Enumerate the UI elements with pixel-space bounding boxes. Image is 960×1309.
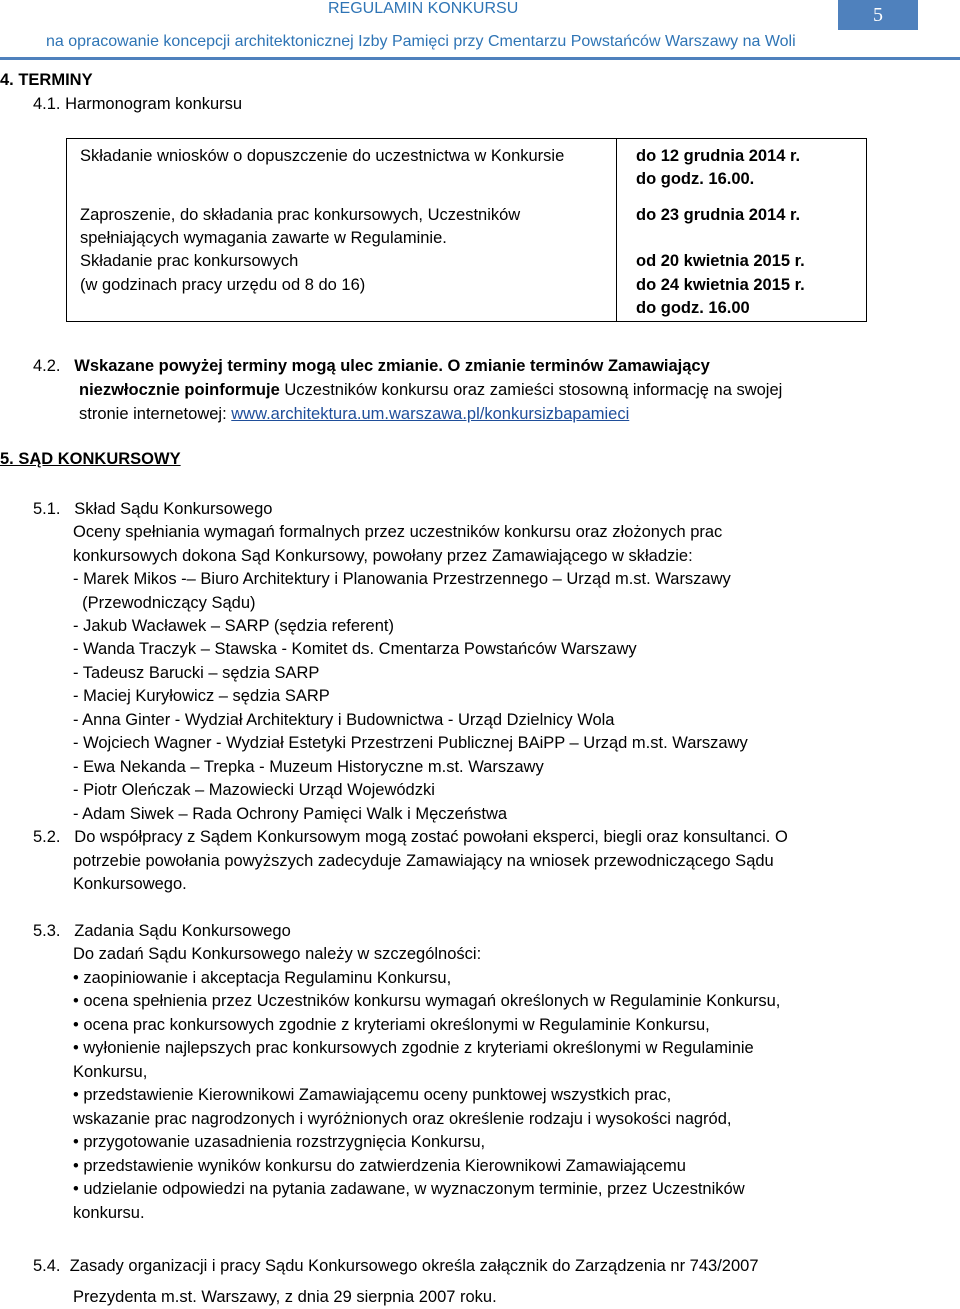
table-cell: (w godzinach pracy urzędu od 8 do 16) — [80, 276, 366, 294]
table-column-divider — [616, 139, 617, 321]
page-number: 5 — [838, 0, 918, 30]
table-cell: do godz. 16.00 — [636, 299, 750, 317]
section-5-4-line-1 — [33, 1255, 759, 1278]
jury-member: - Jakub Wacławek – SARP (sędzia referent) — [73, 617, 394, 635]
note-bold-text: Wskazane powyżej terminy mogą ulec zmianie. — [74, 357, 443, 375]
paragraph-line: Konkursowego. — [73, 875, 187, 893]
jury-member: - Adam Siwek – Rada Ochrony Pamięci Walk i Męczeństwa — [73, 805, 508, 823]
task-item: • przedstawienie wyników konkursu do zatwierdzenia Kierownikowi Zamawiającemu — [73, 1157, 686, 1175]
note-number: 4.2. — [33, 357, 61, 375]
competition-website-link[interactable]: www.architektura.um.warszawa.pl/konkursizbapamieci — [231, 405, 630, 423]
note-text: Uczestników konkursu oraz zamieści stosowną informację na swojej — [284, 381, 783, 399]
table-cell: do 23 grudnia 2014 r. — [636, 206, 801, 224]
paragraph-line: potrzebie powołania powyższych zadecyduje Zamawiający na wniosek przewodniczącego Sądu — [73, 852, 774, 870]
task-item: • ocena spełnienia przez Uczestników konkursu wymagań określonych w Regulaminie Konkursu, — [73, 992, 781, 1010]
table-cell: od 20 kwietnia 2015 r. — [636, 252, 805, 270]
schedule-table — [66, 138, 867, 322]
paragraph-line: konkursowych dokona Sąd Konkursowy, powołany przez Zamawiającego w składzie: — [73, 547, 693, 565]
task-item: • przedstawienie Kierownikowi Zamawiającemu oceny punktowej wszystkich prac, — [73, 1086, 672, 1104]
document-subtitle: na opracowanie koncepcji architektonicznej Izby Pamięci przy Cmentarzu Powstańców Warszawy na Woli — [46, 33, 796, 50]
header-rule — [0, 57, 960, 60]
table-cell: spełniających wymagania zawarte w Regulaminie. — [80, 229, 447, 247]
jury-member: - Wanda Traczyk – Stawska - Komitet ds. Cmentarza Powstańców Warszawy — [73, 640, 637, 658]
task-item: • ocena prac konkursowych zgodnie z kryteriami określonymi w Regulaminie Konkursu, — [73, 1016, 710, 1034]
section-number: 5.1. — [33, 500, 61, 518]
section-5-2-line-1 — [33, 826, 788, 849]
task-item: • przygotowanie uzasadnienia rozstrzygnięcia Konkursu, — [73, 1133, 486, 1151]
paragraph-line: Do zadań Sądu Konkursowego należy w szczególności: — [73, 945, 482, 963]
note-4-2-line-3 — [79, 403, 629, 426]
section-5-heading: 5. SĄD KONKURSOWY — [0, 450, 181, 468]
section-4-1-heading: 4.1. Harmonogram konkursu — [33, 95, 243, 113]
task-item: • zaopiniowanie i akceptacja Regulaminu Konkursu, — [73, 969, 452, 987]
note-text-2: stronie internetowej: — [79, 405, 227, 423]
paragraph-line: Oceny spełniania wymagań formalnych przez uczestników konkursu oraz złożonych prac — [73, 523, 723, 541]
section-number: 5.4. — [33, 1257, 61, 1275]
jury-member: (Przewodniczący Sądu) — [73, 594, 256, 612]
table-cell: Składanie wniosków o dopuszczenie do uczestnictwa w Konkursie — [80, 147, 565, 165]
table-cell: Składanie prac konkursowych — [80, 252, 299, 270]
document-title: REGULAMIN KONKURSU — [328, 0, 519, 17]
note-bold-text-2: O zmianie terminów Zamawiający — [447, 357, 710, 375]
paragraph-line: Zasady organizacji i pracy Sądu Konkursowego określa załącznik do Zarządzenia nr 743/2007 — [69, 1257, 759, 1275]
section-title: Zadania Sądu Konkursowego — [74, 922, 291, 940]
table-cell: do godz. 16.00. — [636, 170, 755, 188]
jury-member: - Tadeusz Barucki – sędzia SARP — [73, 664, 320, 682]
note-4-2-line-2 — [79, 379, 782, 402]
jury-member: - Anna Ginter - Wydział Architektury i Budownictwa - Urząd Dzielnicy Wola — [73, 711, 615, 729]
table-cell: Zaproszenie, do składania prac konkursowych, Uczestników — [80, 206, 521, 224]
table-cell: do 12 grudnia 2014 r. — [636, 147, 801, 165]
section-title: Skład Sądu Konkursowego — [74, 500, 273, 518]
table-cell: do 24 kwietnia 2015 r. — [636, 276, 805, 294]
jury-member: - Wojciech Wagner - Wydział Estetyki Przestrzeni Publicznej BAiPP – Urząd m.st. Warszawy — [73, 734, 748, 752]
jury-member: - Maciej Kuryłowicz – sędzia SARP — [73, 687, 330, 705]
note-bold-text-3: niezwłocznie poinformuje — [79, 381, 280, 399]
task-item: konkursu. — [73, 1204, 145, 1222]
task-item: • udzielanie odpowiedzi na pytania zadawane, w wyznaczonym terminie, przez Uczestników — [73, 1180, 745, 1198]
task-item: • wyłonienie najlepszych prac konkursowych zgodnie z kryteriami określonymi w Regulaminie — [73, 1039, 754, 1057]
jury-member: - Piotr Oleńczak – Mazowiecki Urząd Wojewódzki — [73, 781, 435, 799]
section-5-1-heading — [33, 498, 272, 521]
section-5-3-heading — [33, 920, 291, 943]
paragraph-line: Do współpracy z Sądem Konkursowym mogą zostać powołani eksperci, biegli oraz konsultanci. O — [74, 828, 788, 846]
jury-member: - Ewa Nekanda – Trepka - Muzeum Historyczne m.st. Warszawy — [73, 758, 544, 776]
note-4-2-line-1 — [33, 355, 710, 378]
task-item: wskazanie prac nagrodzonych i wyróżnionych oraz określenie rodzaju i wysokości nagród, — [73, 1110, 732, 1128]
task-item: Konkursu, — [73, 1063, 148, 1081]
section-number: 5.2. — [33, 828, 61, 846]
section-number: 5.3. — [33, 922, 61, 940]
paragraph-line: Prezydenta m.st. Warszawy, z dnia 29 sierpnia 2007 roku. — [73, 1288, 497, 1306]
section-4-heading: 4. TERMINY — [0, 71, 93, 89]
jury-member: - Marek Mikos -– Biuro Architektury i Planowania Przestrzennego – Urząd m.st. Warszawy — [73, 570, 731, 588]
